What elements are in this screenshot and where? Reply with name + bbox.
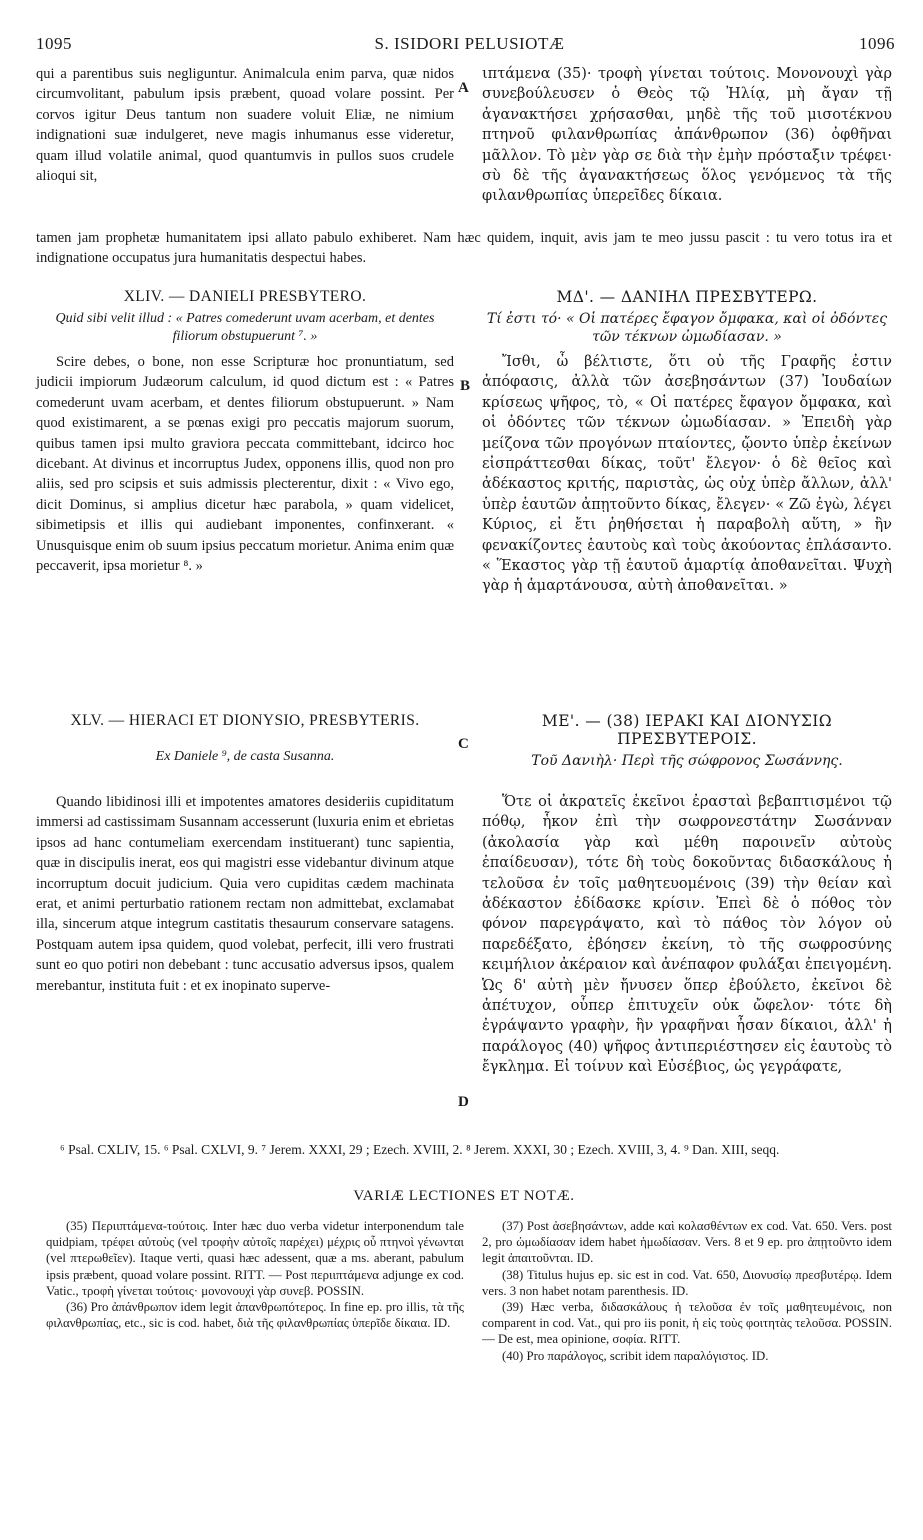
note-40: (40) Pro παράλογος, scribit idem παραλόγιστος. ID.: [502, 1348, 769, 1363]
top-full-width-text: tamen jam prophetæ humanitatem ipsi allato pabulo exhiberet. Nam hæc quidem, inquit, avis jam te meo jussu pascit : tu vero totus ira et indignatione occupatus jura humanitatis despectui habes.: [36, 230, 892, 267]
letter-45-greek-title: ΜΕ'. — (38) ΙΕΡΑΚΙ ΚΑΙ ΔΙΟΝΥΣΙΩ ΠΡΕΣΒΥΤΕΡΟΙΣ.: [541, 712, 833, 748]
letter-45-latin-heading: [36, 712, 454, 766]
notes-left-column: [46, 1218, 464, 1331]
letter-45-latin-body: [36, 792, 454, 996]
letter-44-latin-text: Scire debes, o bone, non esse Scripturæ hoc pronuntiatum, sed judicii impiorum Judæorum calculum, id quod dictum est : « Patres comederunt uvam acerbam, et dentes filiorum obstupuerunt. » Nam quod existimarent, a se pœnas exigi pro peccatis majorum suorum, quibus tamen ipsi multo graviora peccata committebant, idcirco hoc dicebant. At divinus et incorruptus Judex, opponens illis, quod non pro aliis, sed pro scipsis et suis admissis plecterentur, dixit : « Vivo ego, dicit Dominus, si amplius dicetur hæc parabola, » quam videlicet, sibimetipsis et illis qui audiebant imponentes, confinxerant. « Unusquisque enim ob suum ipsius peccatum morietur. Anima enim quæ peccaverit, ipsa morietur ⁸. »: [36, 354, 454, 575]
letter-45-greek-body: [482, 792, 892, 1078]
margin-letter-b: B: [460, 378, 471, 394]
top-latin-column: [36, 64, 454, 186]
running-title: S. ISIDORI PELUSIOTÆ: [374, 34, 565, 53]
top-latin-text: qui a parentibus suis negliguntur. Animalcula enim parva, quæ nidos circumvolitant, pabulum ipsis præbent, quoad volare possint. Per corvos igitur Deus tantum non suadere voluit Eliæ, ne nimium indignationi suæ indulgeret, neve magis inhumanus esse videretur, quam illud volatile animal, quod quantumvis in pullos suos crudele alioqui sit,: [36, 66, 454, 185]
letter-44-latin-title: XLIV. — DANIELI PRESBYTERO.: [123, 288, 367, 305]
margin-letter-c: C: [458, 736, 469, 752]
letter-44-greek-title: ΜΔ'. — ΔΑΝΙΗΛ ΠΡΕΣΒΥΤΕΡΩ.: [556, 288, 818, 306]
running-head: [36, 34, 903, 56]
top-greek-text: ιπτάμενα (35)· τροφὴ γίνεται τούτοις. Μονονουχὶ γὰρ συνεβούλευσεν ὁ Θεὸς τῷ Ἠλίᾳ, μὴ ἄγαν τῇ ἀγανακτήσει χρήσασθαι, μηδὲ τῆς τοῦ μισοτέκνου πτηνοῦ φιλανθρωπίας ἀπάνθρωπον (36) ὀφθῆναι μᾶλλον. Τὸ μὲν γὰρ σε διὰ τὴν ἐμὴν πρόσταξιν τρέφει· σὺ δὲ τῆς ἀγανακτήσεως ὅλος γενόμενος τὰ τῆς φιλανθρωπίας ὑπερεῖδες δίκαια.: [482, 66, 892, 205]
letter-44-greek-subtitle: Τί ἐστι τό· « Οἱ πατέρες ἔφαγον ὄμφακα, καὶ οἱ ὀδόντες τῶν τέκνων ὠμωδίασαν. »: [486, 311, 888, 345]
note-39: (39) Hæc verba, διδασκάλους ἡ τελοῦσα ἐν τοῖς μαθητευμένοις, non comparent in cod. Vat., qui pro iis ponit, ἡ εἰς τοὺς φοιτητὰς τελοῦσα. POSSIN. — De est, mea opinione, σοφία. RITT.: [482, 1300, 892, 1347]
letter-45-greek-text: Ὅτε οἱ ἀκρατεῖς ἐκεῖνοι ἐρασταὶ βεβαπτισμένοι τῷ πόθῳ, ἧκον ἐπὶ τὴν σωφρονεστάτην Σωσάνναν (ἀκολασία γὰρ καὶ μέθη παροινεῖν αὐτοὺς ἐπαίδευσαν), τότε δὴ τοὺς δοκοῦντας διδασκάλους ἡ τελοῦσα ἐν τοῖς μαθητευομένοις (39) τὴν θείαν καὶ ἀδέκαστον ἐδίδασκε κρίσιν. Ἐπεὶ δὲ ὁ πόθος τὸν φόνον παρεγράψατο, καὶ τὸ πάθος τὸν λόγον οὐ παρεδέξατο, ἐβόησεν ἐκείνη, τὸ τῆς σωφροσύνης κειμήλιον ἀκέραιον καὶ ἀνέπαφον φυλάξαι ἐπειγομένη. Ὡς δ' αὐτὴ μὲν ἤνυσεν ὅπερ ἐβούλετο, ἐκεῖνοι δὲ ἀπέτυχον, οὗπερ ἐπιτυχεῖν οὐκ ὤφελον· τότε δὴ ἐγράψαντο γραφὴν, ἣν γραφῆναι ἦσαν δίκαιοι, ἀλλ' ἡ παράλογος (40) ψῆφος ἀντιπεριέστησεν εἰς ἑαυτοὺς τὸ ἔγκλημα. Εἰ τοίνυν καὶ Εὐσέβιος, ὡς γεγράφατε,: [482, 794, 892, 1076]
note-35: (35) Περιιπτάμενα-τούτοις. Inter hæc duo verba videtur interponendum tale quidpiam, τρέφει αὐτοὺς (vel τροφὴν αὐτοῖς παρέχει) μέχρις οὗ πτηνοὶ γένωνται (vel πτερωθεῖεν). Itaque verti, quasi hæc adessent, quæ a ms. aberant, pabulum ipsis præbent, quoad volare possint. RITT. — Post περιιπτάμενα adjunge ex cod. Vatic., τροφὴ γίνεται τούτοις· μονονουχὶ γὰρ συνεβ. POSSIN.: [46, 1219, 464, 1298]
page-number-left: 1095: [36, 34, 72, 53]
letter-45-greek-heading: [482, 712, 892, 770]
letter-44-greek-text: Ἴσθι, ὦ βέλτιστε, ὅτι οὐ τῆς Γραφῆς ἐστιν ἀπόφασις, ἀλλὰ τῶν ἀσεβησάντων (37) Ἰουδαίων κρίσεως ψῆφος, τὸ, « Οἱ πατέρες ἔφαγον ὄμφακα, καὶ οἱ ὀδόντες τῶν τέκνων ὠμωδίασαν. » Ἐπειδὴ γὰρ μείζονα τῶν προγόνων πταίοντες, ᾤοντο ὑπὲρ ἐκείνων εἰσπράττεσθαι δίκας, τοῦτ' ἔλεγον· ὁ δὲ θεῖος καὶ ἀδέκαστος κριτής, παριστὰς, ὡς οὐχ ὑπὲρ ἄλλων, ἀλλ' ὑπὲρ ἑαυτῶν ἀπῃτοῦντο δίκας, ἔλεγεν· « Ζῶ ἐγὼ, λέγει Κύριος, εἰ ἔτι ῥηθήσεται ἡ παραβολὴ αὕτη, » ἣν φενακίζοντες ἑαυτοὺς καὶ τοὺς ἀκούοντας ἐπλάσαντο. « Ἕκαστος γὰρ τῇ ἑαυτοῦ ἁμαρτίᾳ ἀποθανεῖται. Ψυχὴ γὰρ ἡ ἁμαρτάνουσα, αὐτὴ ἀποθανεῖται. »: [482, 354, 892, 595]
page-number-right: 1096: [859, 34, 895, 53]
note-36: (36) Pro ἀπάνθρωπον idem legit ἀπανθρωπότερος. In fine ep. pro illis, τὰ τῆς φιλανθρωπίας, etc., sic is cod. habet, διὰ τῆς φιλανθρωπίας ὑπερῖδε δίκαια. ID.: [46, 1300, 464, 1331]
top-greek-column: [482, 64, 892, 207]
note-37: (37) Post ἀσεβησάντων, adde καὶ κολασθέντων ex cod. Vat. 650. Vers. post 2, pro ὠμωδίασαν idem habet ἡμωδίασαν. Vers. 8 et 9 ep. pro ἀπῃτοῦντο idem legit ἀπαιτοῦνται. ID.: [482, 1219, 892, 1266]
notes-heading: VARIÆ LECTIONES ET NOTÆ.: [353, 1188, 575, 1204]
letter-44-greek-heading: [482, 288, 892, 346]
letter-45-latin-title: XLV. — HIERACI ET DIONYSIO, PRESBYTERIS.: [70, 712, 420, 729]
letter-45-greek-subtitle: Τοῦ Δανιὴλ· Περὶ τῆς σώφρονος Σωσάννης.: [531, 753, 843, 769]
letter-44-latin-subtitle: Quid sibi velit illud : « Patres comederunt uvam acerbam, et dentes filiorum obstupuerunt ⁷. »: [55, 311, 435, 344]
footnotes: ⁶ Psal. CXLIV, 15. ⁶ Psal. CXLVI, 9. ⁷ Jerem. XXXI, 29 ; Ezech. XVIII, 2. ⁸ Jerem. XXXI, 30 ; Ezech. XVIII, 3, 4. ⁹ Dan. XIII, seqq.: [60, 1142, 780, 1157]
letter-44-latin-heading: [36, 288, 454, 346]
letter-45-latin-subtitle: Ex Daniele ⁹, de casta Susanna.: [155, 749, 335, 764]
margin-letter-a: A: [458, 80, 469, 96]
margin-letter-d: D: [458, 1094, 469, 1110]
notes-right-column: [482, 1218, 892, 1364]
letter-44-greek-body: [482, 352, 892, 597]
letter-44-latin-body: [36, 352, 454, 576]
note-38: (38) Titulus hujus ep. sic est in cod. Vat. 650, Διονυσίῳ πρεσβυτέρῳ. Idem vers. 3 non habet notam parenthesis. ID.: [482, 1267, 892, 1298]
letter-45-latin-text: Quando libidinosi illi et impotentes amatores desideriis cupiditatum immersi ad castissimam Susannam accesserunt (luxuria enim et ebrietas ipsos ad hanc contumeliam exercendam instituerant) tunc sapientia, quæ in discipulis inerat, eos qui magistri esse videbantur divinum atque incorruptum docuit judicium. Quia vero cupiditas cædem machinata erat, et animi perturbatio rationem rectam non admittebat, exclamabat illa, sincerum atque integrum castitatis thesaurum conservare satagens. Postquam autem ipsa quidem, quod volebat, perfecit, illi vero frustrati sunt eo quo potiri non debebant : tunc accusatio adversus ipsos, qualem merebantur, instituta fuit : et ex inopinato superve-: [36, 794, 454, 994]
